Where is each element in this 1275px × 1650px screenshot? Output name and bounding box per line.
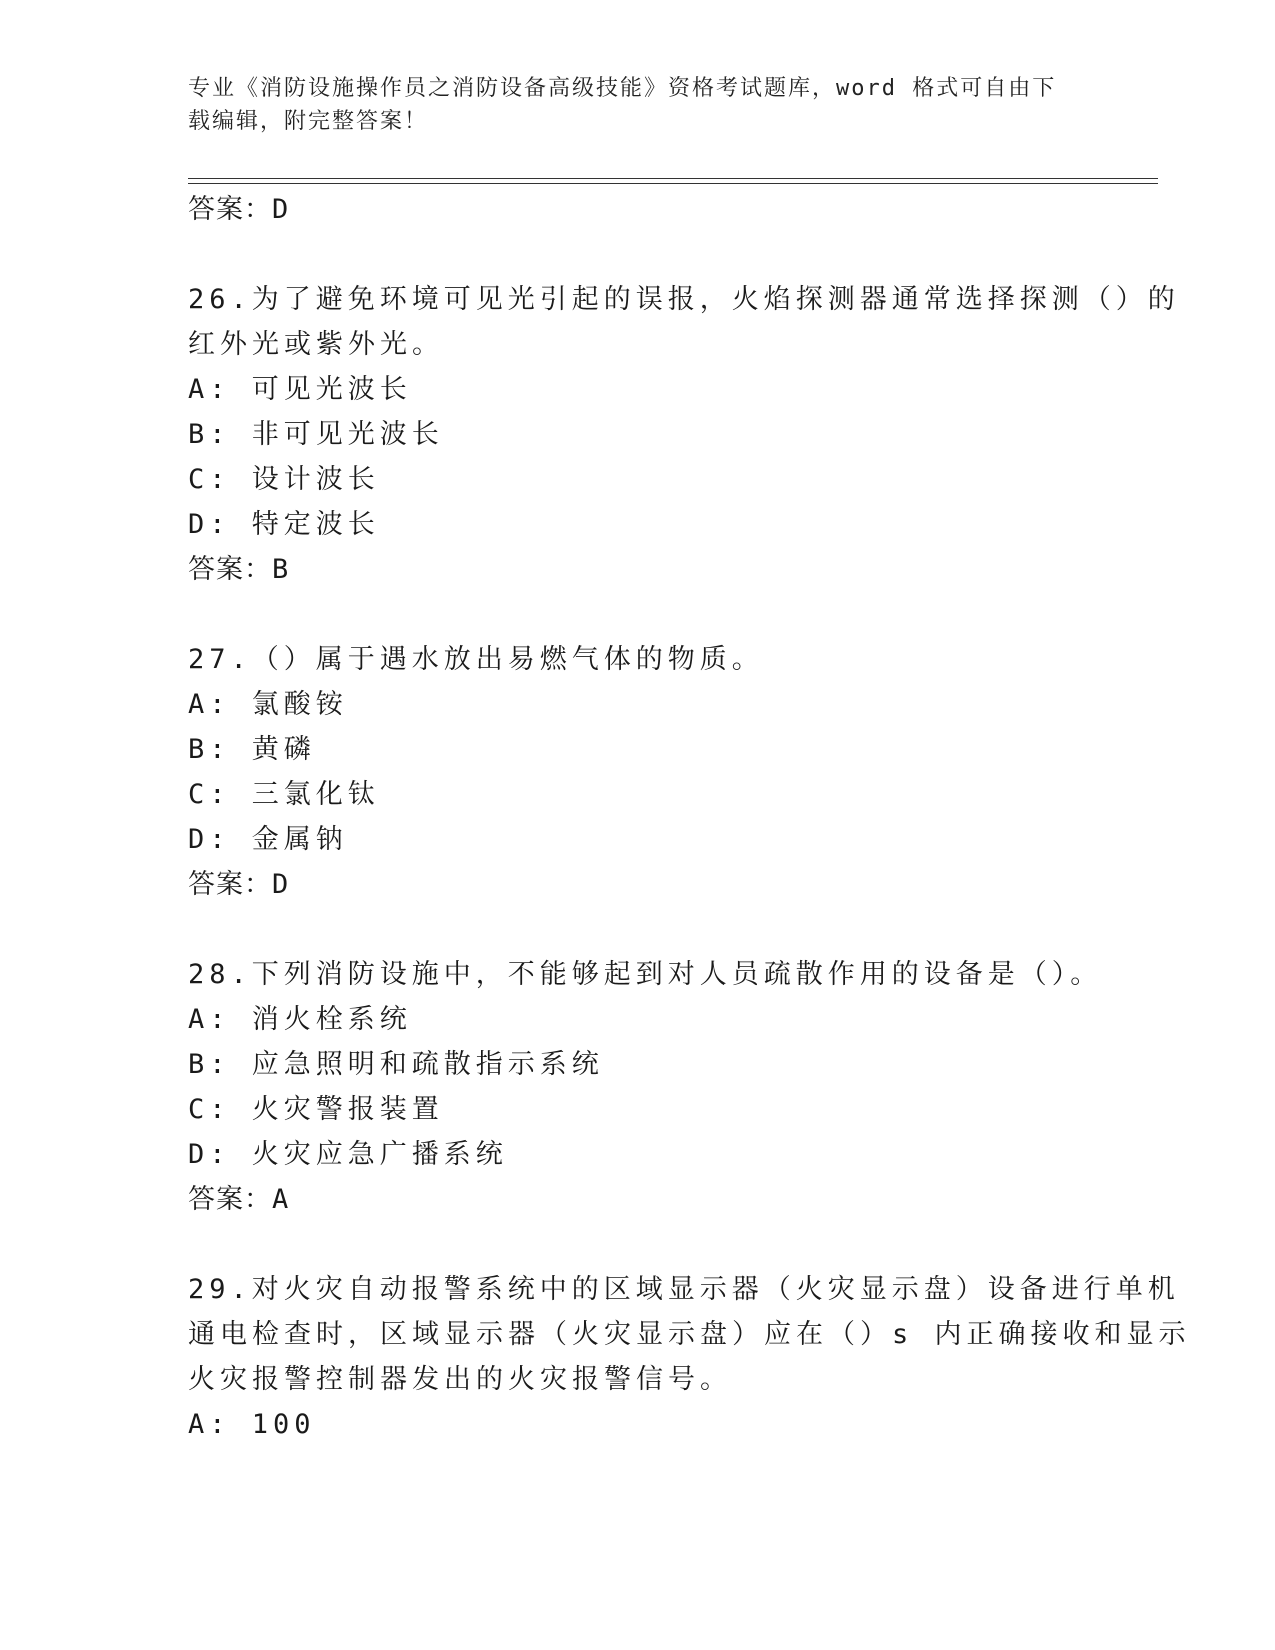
question-27-option-d: D: 金属钠: [188, 824, 348, 855]
answer-value: B: [272, 554, 290, 585]
header-divider-top: [188, 178, 1158, 179]
question-26-option-a: A: 可见光波长: [188, 374, 412, 405]
answer-label: 答案：: [188, 554, 272, 585]
question-28-option-a: A: 消火栓系统: [188, 1004, 412, 1035]
question-26-option-d: D: 特定波长: [188, 509, 380, 540]
question-29-text-line-1: 29.对火灾自动报警系统中的区域显示器（火灾显示盘）设备进行单机: [188, 1274, 1180, 1305]
question-27-option-a: A: 氯酸铵: [188, 689, 348, 720]
question-29-text-line-3: 火灾报警控制器发出的火灾报警信号。: [188, 1364, 732, 1395]
answer-value: D: [272, 194, 290, 225]
question-29-option-a: A: 100: [188, 1409, 316, 1440]
document-header: [188, 72, 1088, 138]
answer-q25: [188, 193, 289, 227]
question-26-option-c: C: 设计波长: [188, 464, 380, 495]
answer-label: 答案：: [188, 194, 272, 225]
question-28-option-c: C: 火灾警报装置: [188, 1094, 444, 1125]
header-line-2: 载编辑，附完整答案！: [188, 109, 429, 134]
question-26-text-line-2: 红外光或紫外光。: [188, 329, 444, 360]
question-29-text-line-2: 通电检查时，区域显示器（火灾显示盘）应在（）s 内正确接收和显示: [188, 1319, 1191, 1350]
question-27-text-line-1: 27.（）属于遇水放出易燃气体的物质。: [188, 644, 764, 675]
answer-label: 答案：: [188, 869, 272, 900]
answer-label: 答案：: [188, 1184, 272, 1215]
question-26-option-b: B: 非可见光波长: [188, 419, 444, 450]
header-line-1: 专业《消防设施操作员之消防设备高级技能》资格考试题库，word 格式可自由下: [188, 76, 1057, 101]
question-27-option-b: B: 黄磷: [188, 734, 316, 765]
question-28-option-d: D: 火灾应急广播系统: [188, 1139, 508, 1170]
question-28-option-b: B: 应急照明和疏散指示系统: [188, 1049, 604, 1080]
question-28-text-line-1: 28.下列消防设施中，不能够起到对人员疏散作用的设备是（）。: [188, 959, 1103, 990]
question-27-option-c: C: 三氯化钛: [188, 779, 380, 810]
answer-value: D: [272, 869, 290, 900]
question-26-text-line-1: 26.为了避免环境可见光引起的误报，火焰探测器通常选择探测（）的: [188, 284, 1180, 315]
answer-q26: [188, 553, 289, 587]
header-divider-bottom: [188, 183, 1158, 184]
answer-value: A: [272, 1184, 290, 1215]
answer-q28: [188, 1183, 289, 1217]
answer-q27: [188, 868, 289, 902]
